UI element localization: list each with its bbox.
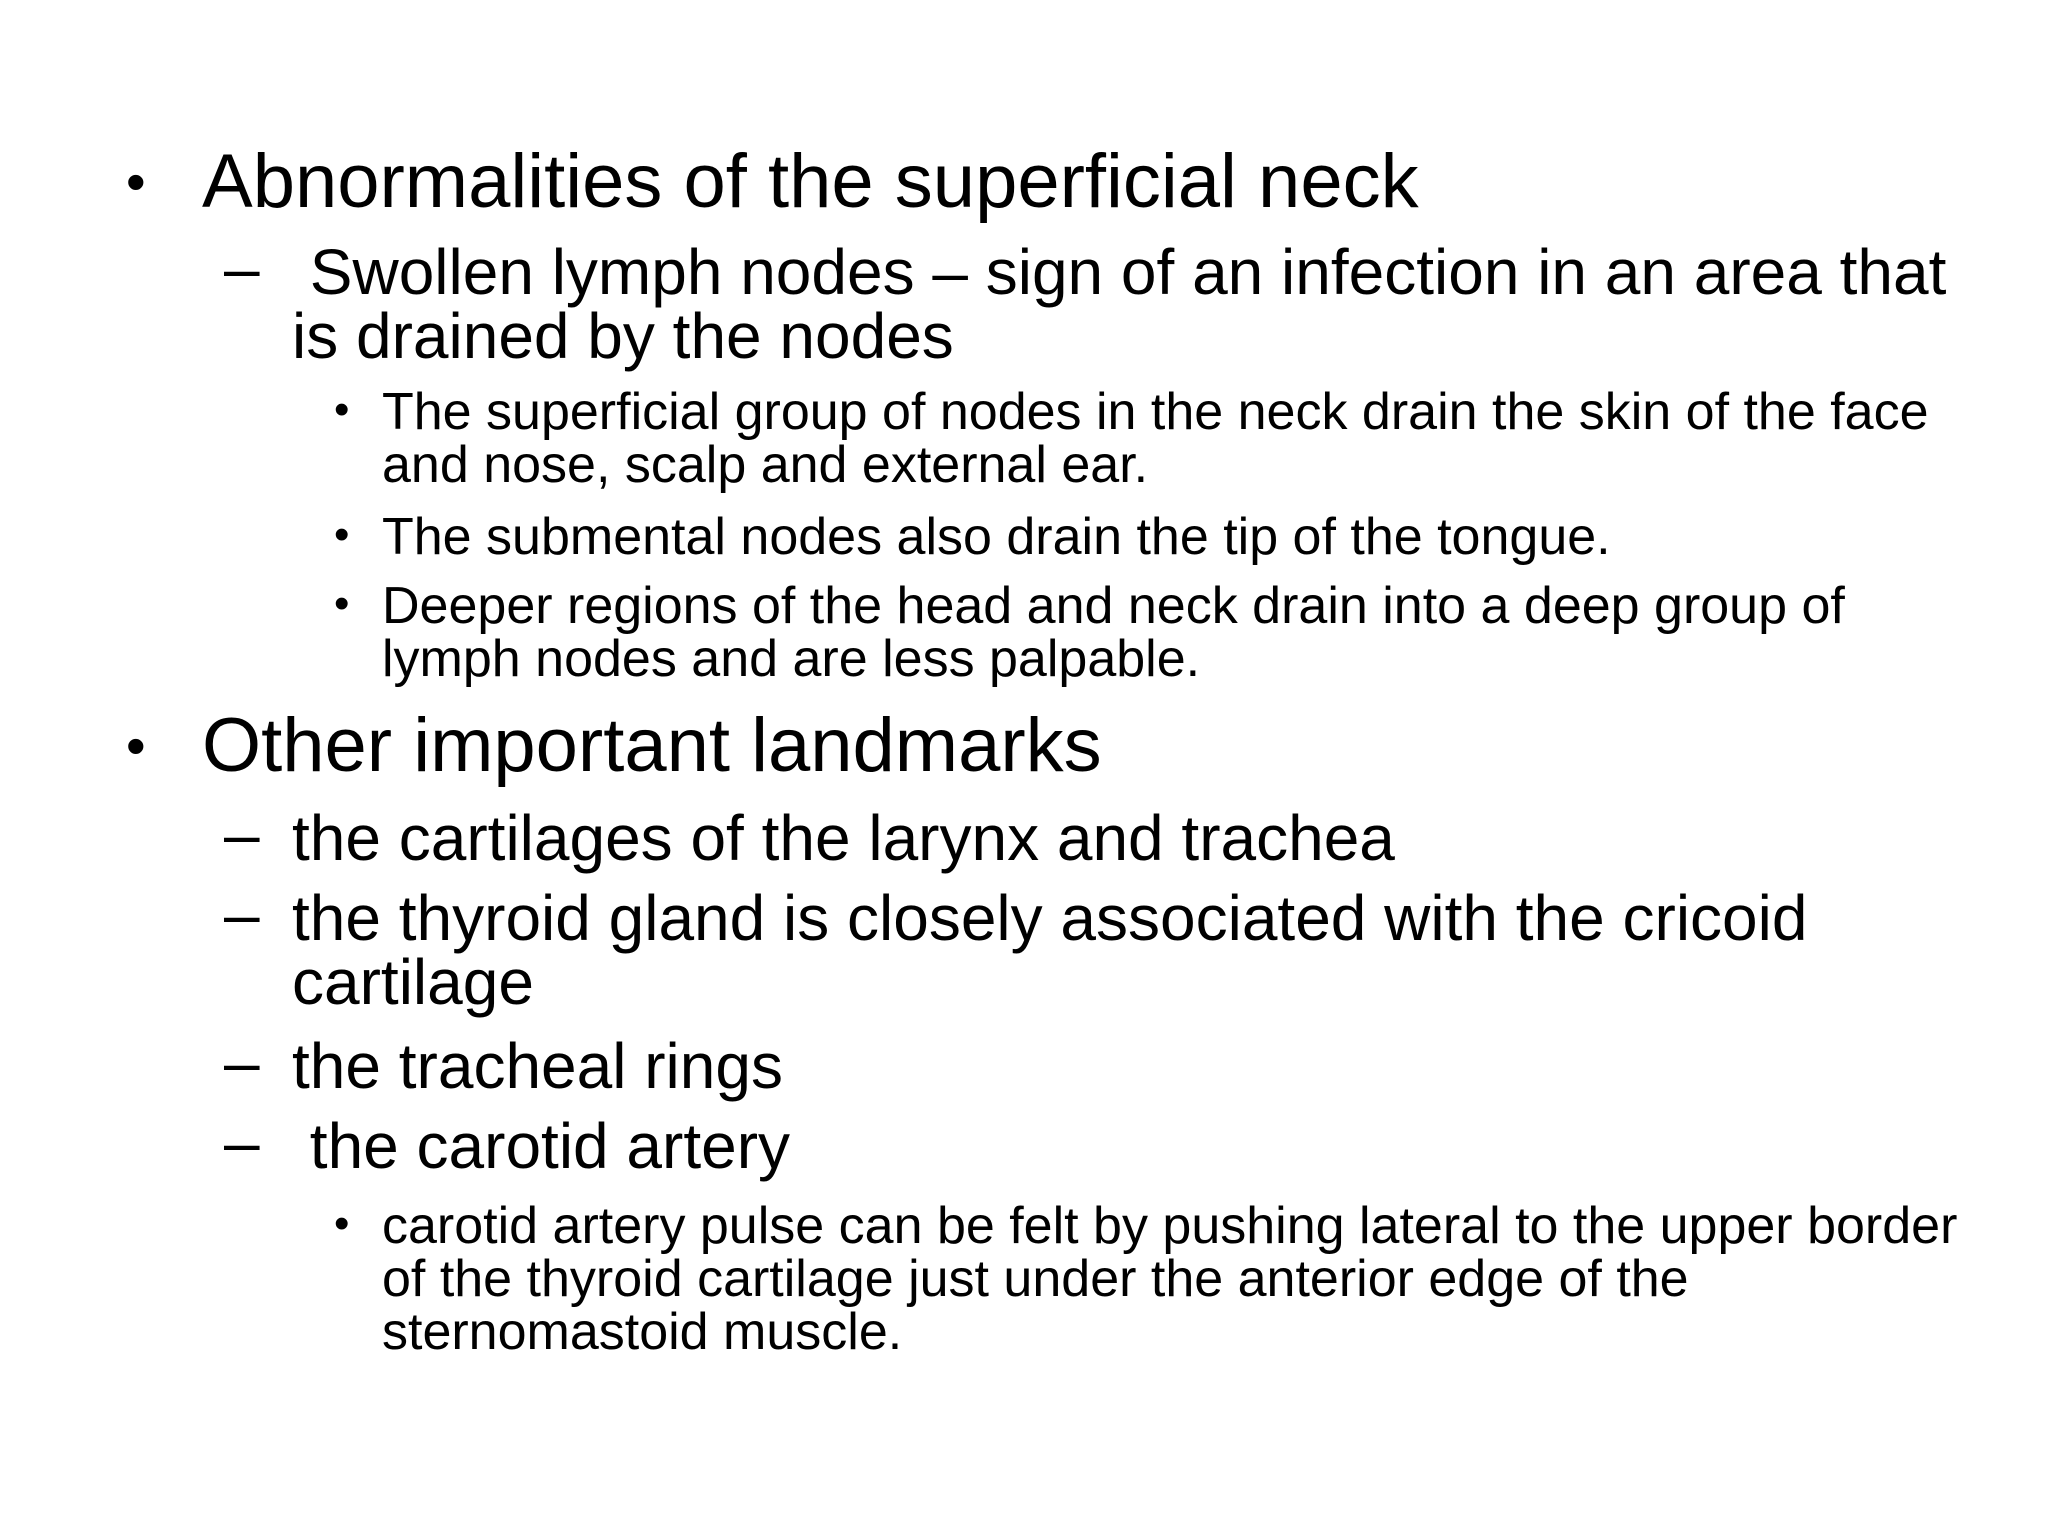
point-text: The superficial group of nodes in the neck drain the skin of the face and nose, scalp and external ear. (382, 383, 1929, 494)
sub-item-text: the cartilages of the larynx and trachea (292, 802, 1395, 874)
bullet-icon: • (126, 714, 146, 777)
sub-item-text: the thyroid gland is closely associated with the cricoid cartilage (292, 882, 1826, 1018)
point-text: carotid artery pulse can be felt by pushing lateral to the upper border of the thyroid cartilage just under the anterior edge of the sternomastoid muscle. (382, 1197, 1958, 1361)
bullet-icon: • (334, 510, 350, 559)
dash-icon: – (224, 798, 260, 870)
bullet-icon: • (334, 385, 350, 434)
bullet-icon: • (334, 579, 350, 628)
heading-abnormalities: Abnormalities of the superficial neck (202, 139, 1419, 224)
heading-landmarks: Other important landmarks (202, 703, 1102, 788)
dash-icon: – (224, 232, 260, 304)
dash-icon: – (224, 878, 260, 950)
dash-icon: – (224, 1026, 260, 1098)
sub-item-text: the carotid artery (292, 1110, 790, 1182)
point-text: The submental nodes also drain the tip of the tongue. (382, 508, 1611, 566)
sub-item-text: Swollen lymph nodes – sign of an infection in an area that is drained by the nodes (292, 236, 1965, 372)
dash-icon: – (224, 1106, 260, 1178)
bullet-icon: • (334, 1199, 350, 1248)
point-text: Deeper regions of the head and neck drain into a deep group of lymph nodes and are less palpable. (382, 577, 1845, 688)
bullet-icon: • (126, 150, 146, 213)
sub-item-text: the tracheal rings (292, 1030, 783, 1102)
